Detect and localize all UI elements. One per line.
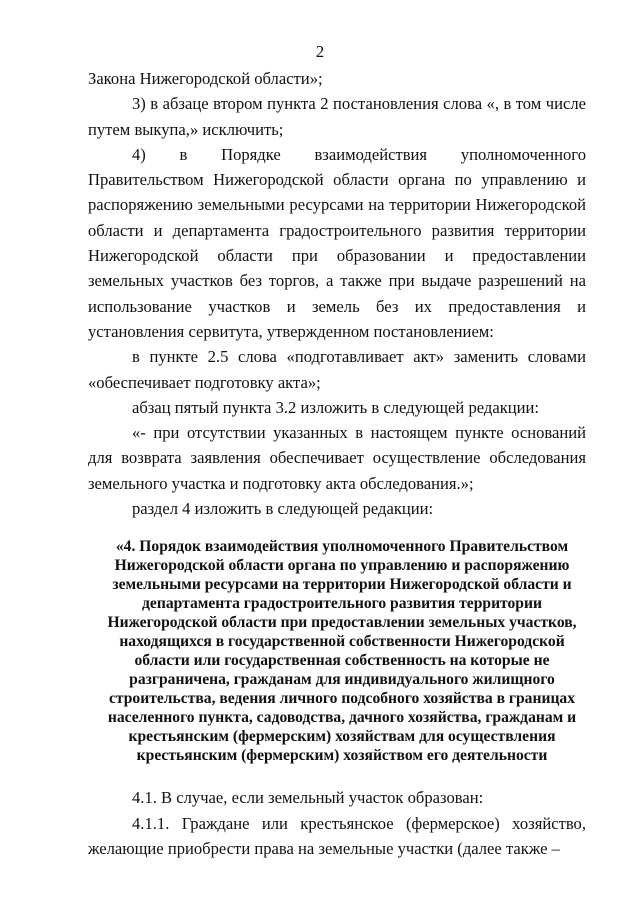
paragraph-clause-2-5: в пункте 2.5 слова «подготавливает акт» заменить словами «обеспечивает подготовку акта»; — [88, 347, 586, 392]
paragraph-law-reference: Закона Нижегородской области»; — [88, 69, 323, 88]
page-number: 2 — [315, 42, 325, 61]
paragraph-clause-3-2: абзац пятый пункта 3.2 изложить в следующей редакции: — [132, 397, 540, 417]
paragraph-4-1: 4.1. В случае, если земельный участок образован: — [132, 788, 484, 808]
section-4-heading: «4. Порядок взаимодействия уполномоченного Правительством Нижегородской области органа по управлению и распоряжению земельными ресурсами на территории Нижегородской области и департамента градостроительного развития территории Нижегородской области при предоставлении земельных участков, находящихся в государственной собственности Нижегородской области или государственная собственность на которые не разграничена, гражданам для индивидуального жилищного строительства, ведения личного подсобного хозяйства в границах населенного пункта, садоводства, дачного хозяйства, гражданам и крестьянским (фермерским) хозяйствам для осуществления крестьянским (фермерским) хозяйством его деятельности — [107, 538, 577, 765]
paragraph-quote-3-2: «- при отсутствии указанных в настоящем пункте оснований для возврата заявления обеспечивает осуществление обследования земельного участка и подготовку акта обследования.»; — [88, 423, 586, 493]
paragraph-item-3: 3) в абзаце втором пункта 2 постановления слова «, в том числе путем выкупа,» исключить; — [88, 94, 586, 139]
paragraph-section-4-intro: раздел 4 изложить в следующей редакции: — [132, 499, 434, 519]
paragraph-4-1-1: 4.1.1. Граждане или крестьянское (фермерское) хозяйство, желающие приобрести права на земельные участки (далее также – — [88, 813, 586, 858]
document-body — [88, 66, 586, 861]
paragraph-item-4: 4) в Порядке взаимодействия уполномоченного Правительством Нижегородской области органа по управлению и распоряжению земельными ресурсами на территории Нижегородской области и департамента градостроительного развития территории Нижегородской области при образовании и предоставлении земельных участков без торгов, а также при выдаче разрешений на использование участков и земель без их предоставления и установления сервитута, утвержденном постановлением: — [88, 144, 586, 341]
